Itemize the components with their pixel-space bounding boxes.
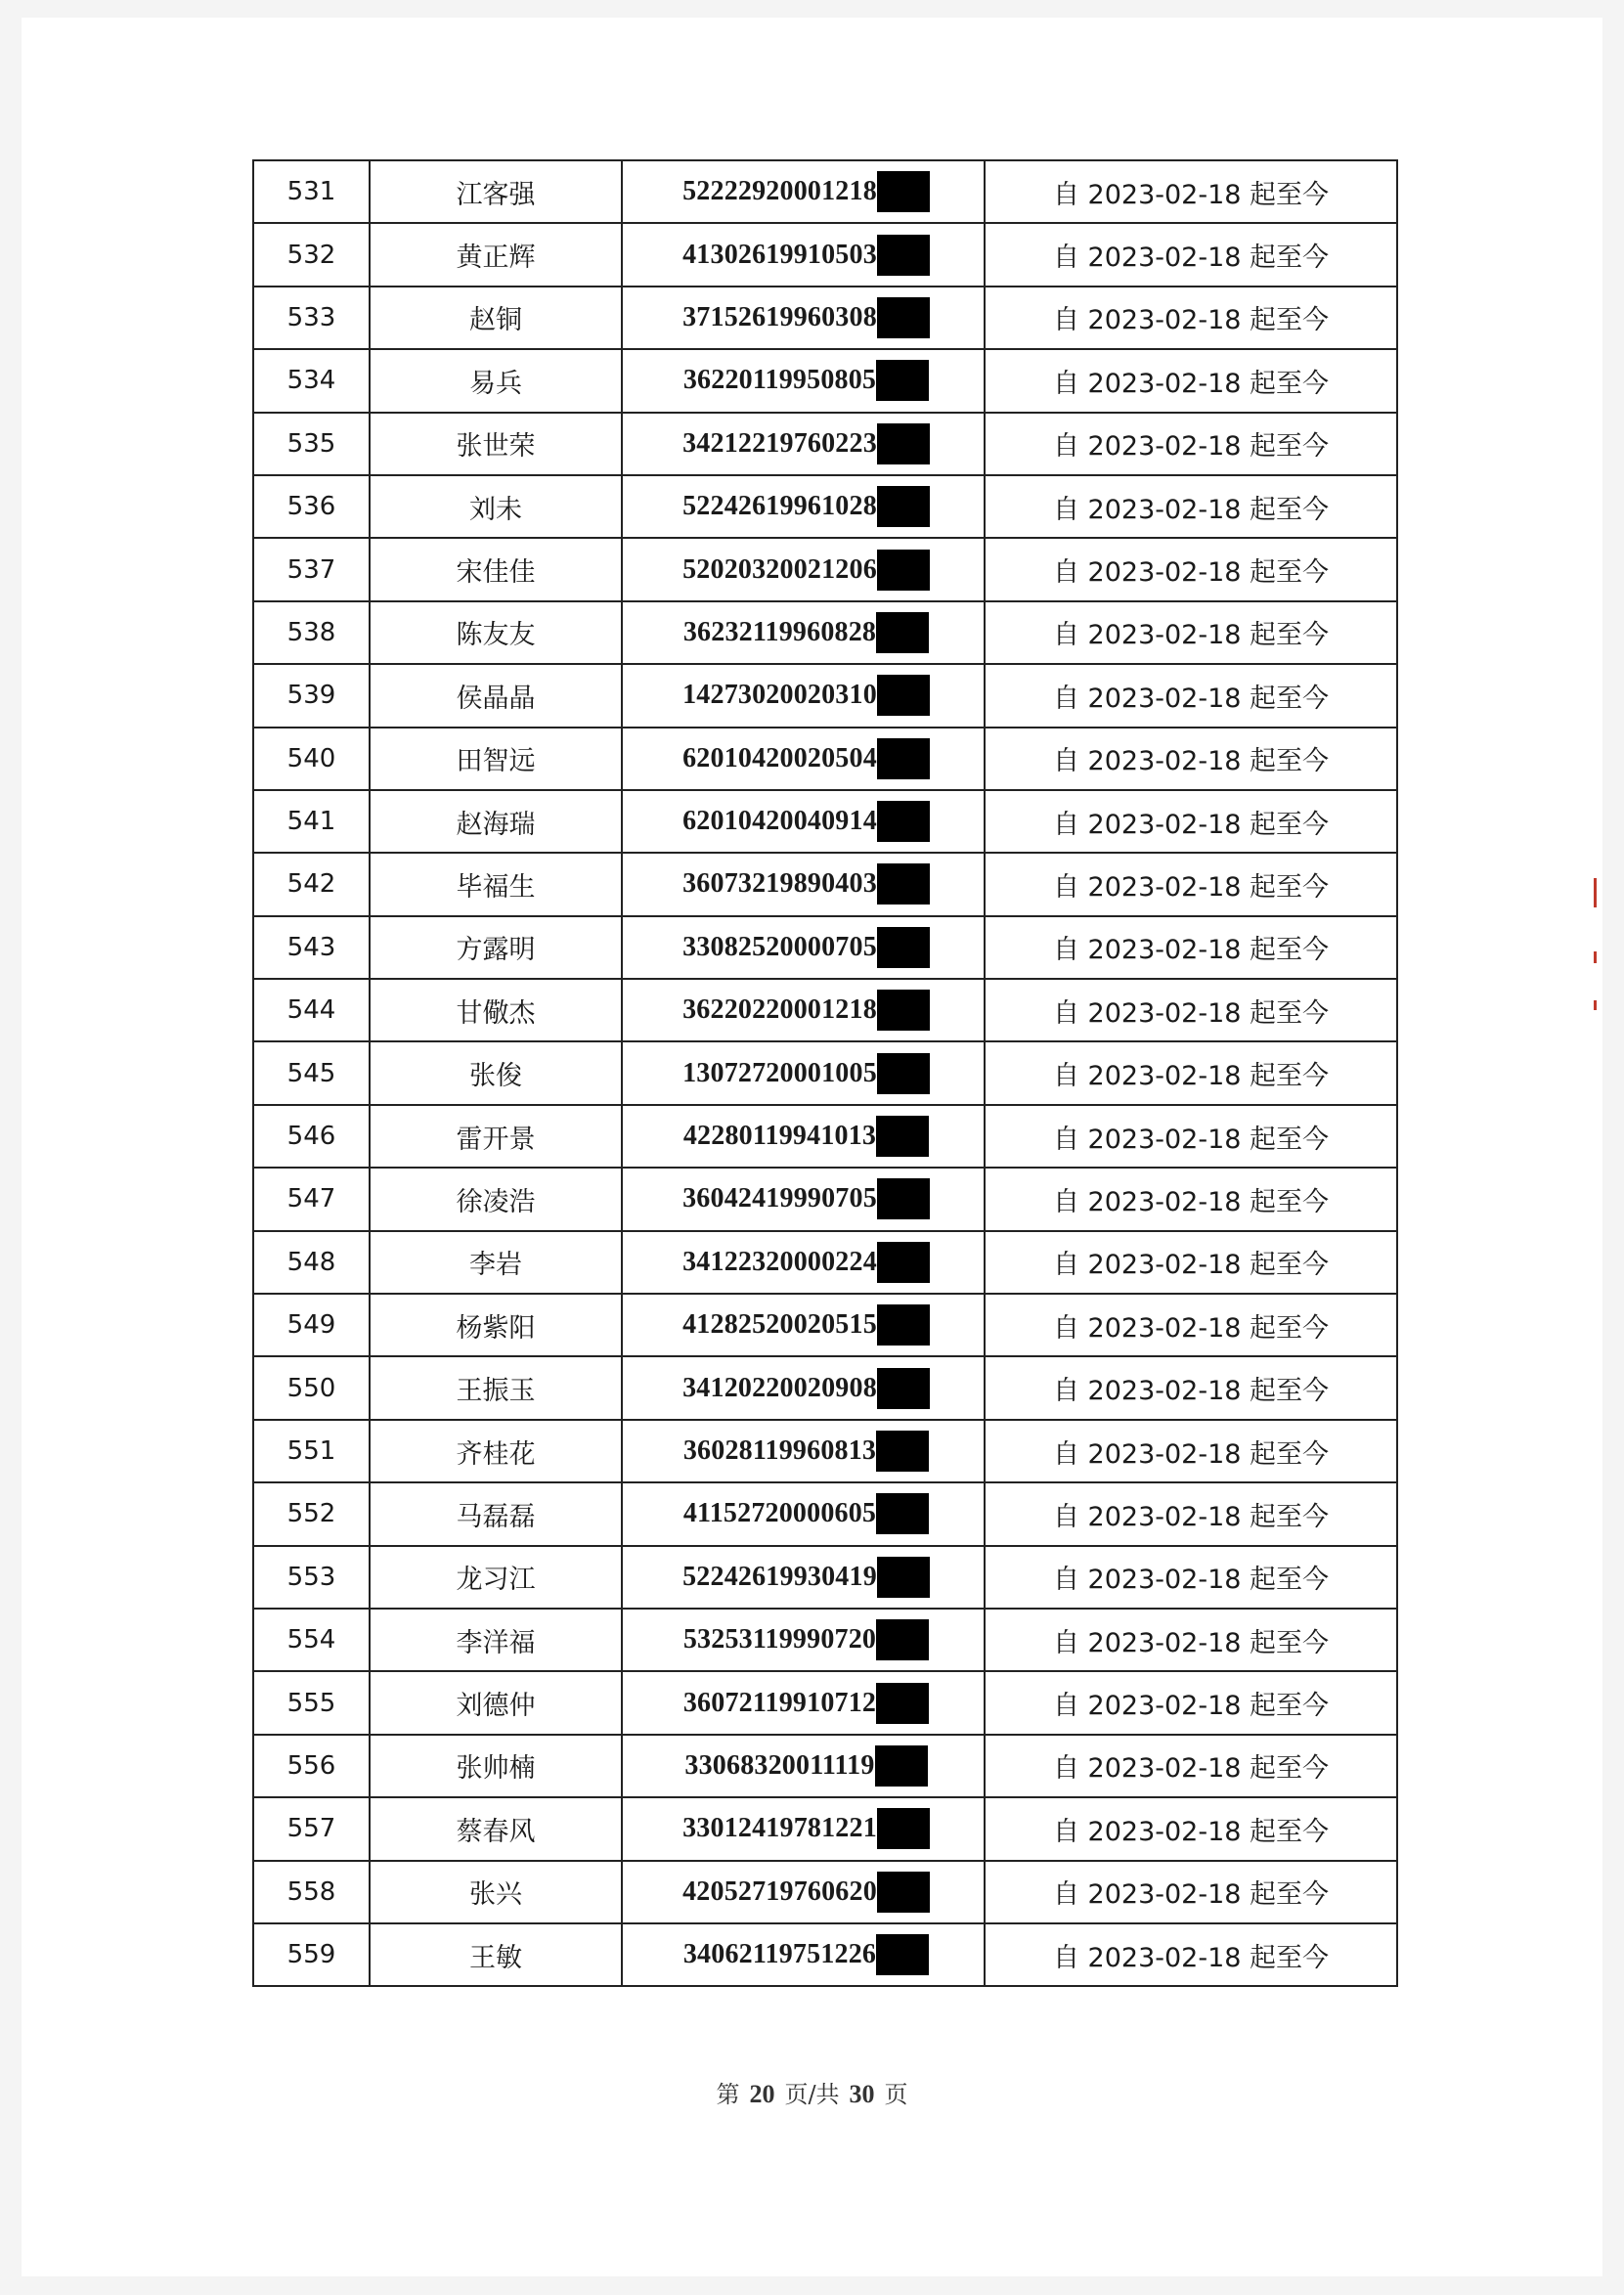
table-row bbox=[253, 1168, 1397, 1230]
redaction-block bbox=[876, 1683, 929, 1724]
row-number: 537 bbox=[253, 538, 370, 600]
row-number: 559 bbox=[253, 1923, 370, 1986]
id-number-visible: 53253119990720 bbox=[682, 1624, 877, 1655]
validity-period: 自 2023-02-18 起至今 bbox=[985, 1294, 1397, 1356]
row-number: 550 bbox=[253, 1356, 370, 1419]
id-number-cell bbox=[622, 1861, 985, 1923]
redaction-block bbox=[876, 612, 929, 653]
id-number-cell bbox=[622, 790, 985, 853]
redaction-block bbox=[876, 1493, 929, 1534]
redaction-block bbox=[876, 1116, 929, 1157]
person-name: 张世荣 bbox=[370, 413, 622, 475]
person-name: 陈友友 bbox=[370, 601, 622, 664]
table-row bbox=[253, 1294, 1397, 1356]
person-name: 赵海瑞 bbox=[370, 790, 622, 853]
id-number-cell bbox=[622, 287, 985, 349]
table-row bbox=[253, 1861, 1397, 1923]
redaction-block bbox=[877, 171, 930, 212]
id-number-group bbox=[682, 297, 930, 338]
validity-period: 自 2023-02-18 起至今 bbox=[985, 1482, 1397, 1545]
validity-period: 自 2023-02-18 起至今 bbox=[985, 979, 1397, 1041]
redaction-block bbox=[877, 863, 930, 905]
person-name: 宋佳佳 bbox=[370, 538, 622, 600]
validity-period: 自 2023-02-18 起至今 bbox=[985, 853, 1397, 915]
redaction-block bbox=[877, 738, 930, 779]
person-name: 张帅楠 bbox=[370, 1735, 622, 1797]
row-number: 557 bbox=[253, 1797, 370, 1860]
redaction-block bbox=[877, 1242, 930, 1283]
redaction-block bbox=[877, 235, 930, 276]
redaction-block bbox=[877, 1053, 930, 1094]
row-number: 548 bbox=[253, 1231, 370, 1294]
id-number-visible: 36072119910712 bbox=[682, 1687, 877, 1718]
table-row bbox=[253, 664, 1397, 727]
id-number-cell bbox=[622, 349, 985, 412]
redaction-block bbox=[877, 927, 930, 968]
id-number-visible: 52242619930419 bbox=[682, 1561, 877, 1592]
person-name: 齐桂花 bbox=[370, 1420, 622, 1482]
row-number: 554 bbox=[253, 1609, 370, 1671]
validity-period: 自 2023-02-18 起至今 bbox=[985, 916, 1397, 979]
id-number-cell bbox=[622, 1735, 985, 1797]
footer-prefix: 第 bbox=[716, 2081, 740, 2108]
validity-period: 自 2023-02-18 起至今 bbox=[985, 790, 1397, 853]
validity-period: 自 2023-02-18 起至今 bbox=[985, 601, 1397, 664]
person-name: 王敏 bbox=[370, 1923, 622, 1986]
validity-period: 自 2023-02-18 起至今 bbox=[985, 160, 1397, 223]
row-number: 534 bbox=[253, 349, 370, 412]
redaction-block bbox=[877, 1557, 930, 1598]
table-row bbox=[253, 475, 1397, 538]
person-name: 刘德仲 bbox=[370, 1671, 622, 1734]
validity-period: 自 2023-02-18 起至今 bbox=[985, 1231, 1397, 1294]
id-number-cell bbox=[622, 853, 985, 915]
id-number-cell bbox=[622, 1797, 985, 1860]
id-number-group bbox=[683, 612, 929, 653]
validity-period: 自 2023-02-18 起至今 bbox=[985, 1420, 1397, 1482]
person-name: 易兵 bbox=[370, 349, 622, 412]
table-row bbox=[253, 160, 1397, 223]
table-row bbox=[253, 349, 1397, 412]
id-number-group bbox=[682, 1808, 930, 1849]
row-number: 544 bbox=[253, 979, 370, 1041]
table-row bbox=[253, 790, 1397, 853]
row-number: 536 bbox=[253, 475, 370, 538]
person-name: 侯晶晶 bbox=[370, 664, 622, 727]
id-number-visible: 36028119960813 bbox=[682, 1435, 877, 1466]
id-number-visible: 34122320000224 bbox=[682, 1246, 877, 1277]
id-number-group bbox=[682, 1368, 930, 1409]
id-number-group bbox=[682, 675, 930, 716]
row-number: 532 bbox=[253, 223, 370, 286]
redaction-block bbox=[877, 1808, 930, 1849]
id-number-group bbox=[683, 360, 929, 401]
row-number: 543 bbox=[253, 916, 370, 979]
footer-total-pages: 30 bbox=[849, 2080, 875, 2108]
person-name: 张俊 bbox=[370, 1041, 622, 1104]
validity-period: 自 2023-02-18 起至今 bbox=[985, 1546, 1397, 1609]
id-number-cell bbox=[622, 1420, 985, 1482]
id-number-group bbox=[682, 990, 930, 1031]
footer-suffix: 页 bbox=[884, 2081, 908, 2108]
id-number-visible: 36220220001218 bbox=[682, 994, 877, 1026]
id-number-visible: 41282520020515 bbox=[682, 1309, 877, 1341]
row-number: 541 bbox=[253, 790, 370, 853]
redaction-block bbox=[877, 1178, 930, 1219]
id-number-visible: 42280119941013 bbox=[682, 1121, 877, 1152]
row-number: 553 bbox=[253, 1546, 370, 1609]
redaction-block bbox=[877, 550, 930, 591]
row-number: 535 bbox=[253, 413, 370, 475]
redaction-block bbox=[877, 990, 930, 1031]
id-number-visible: 52222920001218 bbox=[682, 176, 877, 207]
id-number-visible: 33082520000705 bbox=[682, 931, 877, 962]
id-number-group bbox=[683, 1619, 929, 1660]
id-number-group bbox=[682, 235, 930, 276]
validity-period: 自 2023-02-18 起至今 bbox=[985, 1168, 1397, 1230]
validity-period: 自 2023-02-18 起至今 bbox=[985, 728, 1397, 790]
id-number-group bbox=[682, 171, 930, 212]
validity-period: 自 2023-02-18 起至今 bbox=[985, 475, 1397, 538]
redaction-block bbox=[877, 1872, 930, 1913]
validity-period: 自 2023-02-18 起至今 bbox=[985, 1861, 1397, 1923]
table-row bbox=[253, 601, 1397, 664]
person-name: 黄正辉 bbox=[370, 223, 622, 286]
person-name: 马磊磊 bbox=[370, 1482, 622, 1545]
id-number-cell bbox=[622, 223, 985, 286]
table-row bbox=[253, 538, 1397, 600]
redaction-block bbox=[876, 1619, 929, 1660]
id-number-group bbox=[683, 1431, 929, 1472]
id-number-visible: 34212219760223 bbox=[682, 427, 877, 459]
person-name: 李洋福 bbox=[370, 1609, 622, 1671]
row-number: 533 bbox=[253, 287, 370, 349]
red-edge-mark bbox=[1594, 1000, 1597, 1010]
validity-period: 自 2023-02-18 起至今 bbox=[985, 1923, 1397, 1986]
redaction-block bbox=[875, 1745, 928, 1787]
row-number: 542 bbox=[253, 853, 370, 915]
row-number: 546 bbox=[253, 1105, 370, 1168]
id-number-visible: 34062119751226 bbox=[682, 1939, 877, 1970]
id-number-visible: 42052719760620 bbox=[682, 1876, 877, 1907]
validity-period: 自 2023-02-18 起至今 bbox=[985, 287, 1397, 349]
id-number-visible: 62010420020504 bbox=[682, 742, 877, 773]
id-number-group bbox=[682, 927, 930, 968]
id-number-group bbox=[682, 1304, 930, 1346]
table-row bbox=[253, 413, 1397, 475]
redaction-block bbox=[877, 1368, 930, 1409]
redaction-block bbox=[877, 1304, 930, 1346]
id-number-group bbox=[683, 1493, 929, 1534]
id-number-group bbox=[682, 738, 930, 779]
id-number-visible: 34120220020908 bbox=[682, 1372, 877, 1403]
table-row bbox=[253, 853, 1397, 915]
id-number-group bbox=[682, 1557, 930, 1598]
person-name: 雷开景 bbox=[370, 1105, 622, 1168]
row-number: 555 bbox=[253, 1671, 370, 1734]
id-number-cell bbox=[622, 1482, 985, 1545]
id-number-cell bbox=[622, 1671, 985, 1734]
id-number-group bbox=[682, 550, 930, 591]
table-row bbox=[253, 728, 1397, 790]
table-row bbox=[253, 287, 1397, 349]
id-number-cell bbox=[622, 1168, 985, 1230]
row-number: 540 bbox=[253, 728, 370, 790]
row-number: 531 bbox=[253, 160, 370, 223]
id-number-group bbox=[682, 801, 930, 842]
person-name: 徐凌浩 bbox=[370, 1168, 622, 1230]
table-row bbox=[253, 1797, 1397, 1860]
id-number-cell bbox=[622, 1294, 985, 1356]
table-row bbox=[253, 1105, 1397, 1168]
id-number-cell bbox=[622, 475, 985, 538]
validity-period: 自 2023-02-18 起至今 bbox=[985, 413, 1397, 475]
id-number-group bbox=[682, 423, 930, 464]
id-number-cell bbox=[622, 979, 985, 1041]
row-number: 539 bbox=[253, 664, 370, 727]
validity-period: 自 2023-02-18 起至今 bbox=[985, 1671, 1397, 1734]
validity-period: 自 2023-02-18 起至今 bbox=[985, 1105, 1397, 1168]
row-number: 549 bbox=[253, 1294, 370, 1356]
id-number-visible: 13072720001005 bbox=[682, 1057, 877, 1088]
person-name: 甘儆杰 bbox=[370, 979, 622, 1041]
id-number-visible: 36042419990705 bbox=[682, 1183, 877, 1214]
validity-period: 自 2023-02-18 起至今 bbox=[985, 223, 1397, 286]
id-number-visible: 14273020020310 bbox=[682, 680, 877, 711]
page-footer bbox=[0, 2075, 1624, 2109]
redaction-block bbox=[877, 486, 930, 527]
id-number-group bbox=[683, 1683, 929, 1724]
footer-current-page: 20 bbox=[749, 2080, 775, 2108]
id-number-visible: 36220119950805 bbox=[682, 365, 877, 396]
id-number-cell bbox=[622, 916, 985, 979]
id-number-group bbox=[684, 1745, 927, 1787]
id-number-group bbox=[683, 1116, 929, 1157]
id-number-group bbox=[682, 863, 930, 905]
validity-period: 自 2023-02-18 起至今 bbox=[985, 538, 1397, 600]
id-number-cell bbox=[622, 601, 985, 664]
redaction-block bbox=[876, 1431, 929, 1472]
id-number-visible: 52020320021206 bbox=[682, 553, 877, 585]
id-number-visible: 41302619910503 bbox=[682, 239, 877, 270]
person-name: 方露明 bbox=[370, 916, 622, 979]
id-number-cell bbox=[622, 1356, 985, 1419]
id-number-cell bbox=[622, 1546, 985, 1609]
id-number-group bbox=[682, 1872, 930, 1913]
validity-period: 自 2023-02-18 起至今 bbox=[985, 664, 1397, 727]
row-number: 556 bbox=[253, 1735, 370, 1797]
person-name: 赵铜 bbox=[370, 287, 622, 349]
id-number-group bbox=[682, 1242, 930, 1283]
validity-period: 自 2023-02-18 起至今 bbox=[985, 1797, 1397, 1860]
id-number-cell bbox=[622, 728, 985, 790]
validity-period: 自 2023-02-18 起至今 bbox=[985, 1609, 1397, 1671]
id-number-cell bbox=[622, 538, 985, 600]
red-edge-mark bbox=[1594, 878, 1597, 907]
redaction-block bbox=[877, 675, 930, 716]
id-number-group bbox=[682, 486, 930, 527]
id-number-cell bbox=[622, 1105, 985, 1168]
id-number-visible: 33012419781221 bbox=[682, 1813, 877, 1844]
id-number-visible: 33068320011119 bbox=[684, 1749, 875, 1781]
id-number-group bbox=[682, 1053, 930, 1094]
table-row bbox=[253, 1923, 1397, 1986]
person-name: 毕福生 bbox=[370, 853, 622, 915]
table-row bbox=[253, 1609, 1397, 1671]
table-row bbox=[253, 1420, 1397, 1482]
validity-period: 自 2023-02-18 起至今 bbox=[985, 1735, 1397, 1797]
row-number: 547 bbox=[253, 1168, 370, 1230]
row-number: 552 bbox=[253, 1482, 370, 1545]
roster-table bbox=[252, 159, 1398, 1987]
row-number: 551 bbox=[253, 1420, 370, 1482]
table-row bbox=[253, 916, 1397, 979]
table-row bbox=[253, 1356, 1397, 1419]
person-name: 张兴 bbox=[370, 1861, 622, 1923]
id-number-cell bbox=[622, 160, 985, 223]
person-name: 李岩 bbox=[370, 1231, 622, 1294]
validity-period: 自 2023-02-18 起至今 bbox=[985, 349, 1397, 412]
id-number-group bbox=[683, 1934, 929, 1975]
roster-table-body bbox=[253, 160, 1397, 1986]
footer-middle: 页/共 bbox=[784, 2081, 840, 2108]
redaction-block bbox=[876, 1934, 929, 1975]
id-number-visible: 36073219890403 bbox=[682, 868, 877, 900]
person-name: 江客强 bbox=[370, 160, 622, 223]
table-row bbox=[253, 1546, 1397, 1609]
row-number: 558 bbox=[253, 1861, 370, 1923]
table-row bbox=[253, 1671, 1397, 1734]
redaction-block bbox=[877, 801, 930, 842]
id-number-visible: 37152619960308 bbox=[682, 301, 877, 332]
id-number-group bbox=[682, 1178, 930, 1219]
table-row bbox=[253, 1482, 1397, 1545]
id-number-cell bbox=[622, 413, 985, 475]
id-number-cell bbox=[622, 1231, 985, 1294]
person-name: 刘未 bbox=[370, 475, 622, 538]
id-number-cell bbox=[622, 1609, 985, 1671]
id-number-visible: 41152720000605 bbox=[682, 1498, 877, 1529]
id-number-visible: 52242619961028 bbox=[682, 491, 877, 522]
red-edge-mark bbox=[1594, 951, 1597, 963]
table-row bbox=[253, 1735, 1397, 1797]
person-name: 田智远 bbox=[370, 728, 622, 790]
id-number-cell bbox=[622, 664, 985, 727]
table-row bbox=[253, 1041, 1397, 1104]
validity-period: 自 2023-02-18 起至今 bbox=[985, 1041, 1397, 1104]
person-name: 杨紫阳 bbox=[370, 1294, 622, 1356]
person-name: 龙习江 bbox=[370, 1546, 622, 1609]
person-name: 蔡春风 bbox=[370, 1797, 622, 1860]
table-row bbox=[253, 1231, 1397, 1294]
validity-period: 自 2023-02-18 起至今 bbox=[985, 1356, 1397, 1419]
person-name: 王振玉 bbox=[370, 1356, 622, 1419]
id-number-visible: 62010420040914 bbox=[682, 806, 877, 837]
row-number: 545 bbox=[253, 1041, 370, 1104]
id-number-cell bbox=[622, 1923, 985, 1986]
redaction-block bbox=[877, 297, 930, 338]
row-number: 538 bbox=[253, 601, 370, 664]
redaction-block bbox=[877, 423, 930, 464]
table-row bbox=[253, 979, 1397, 1041]
redaction-block bbox=[876, 360, 929, 401]
table-row bbox=[253, 223, 1397, 286]
id-number-visible: 36232119960828 bbox=[682, 616, 877, 647]
id-number-cell bbox=[622, 1041, 985, 1104]
